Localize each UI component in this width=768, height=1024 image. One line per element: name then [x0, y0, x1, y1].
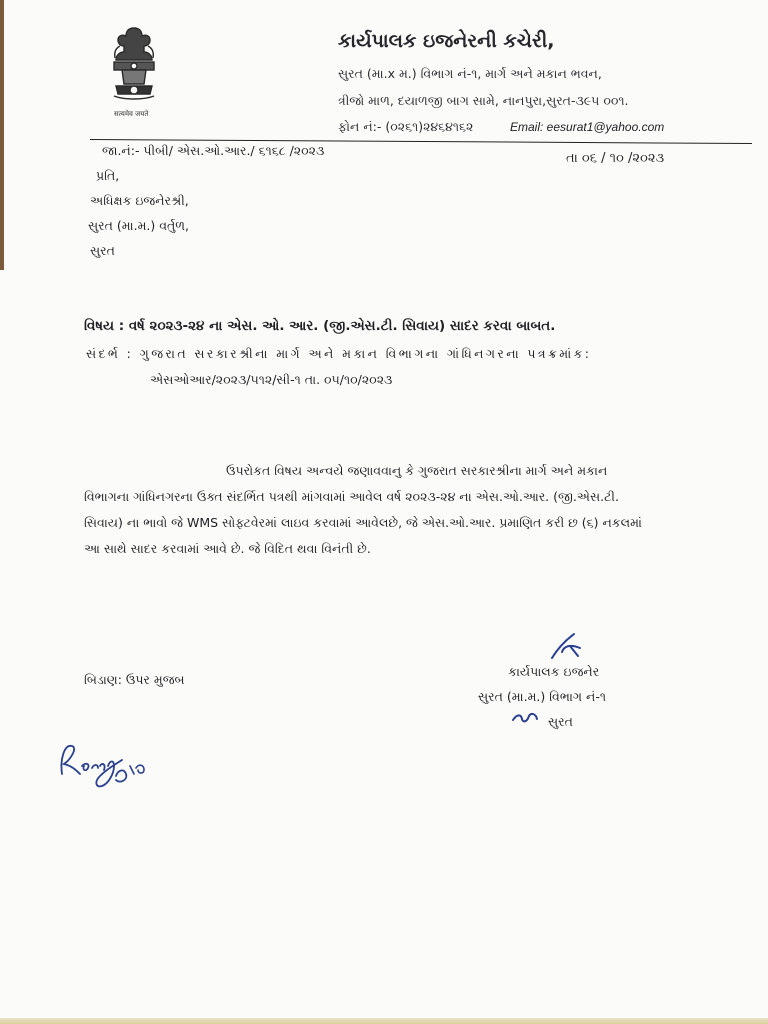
recipient-line-2: અધિક્ષક ઇજનેરશ્રી, [90, 193, 189, 208]
body-line-1: ઉપરોકત વિષય અન્વયે જણાવવાનુ કે ગુજરાત સરકારશ્રીના માર્ગ અને મકાન [226, 463, 608, 478]
scan-edge-bottom [0, 1018, 768, 1024]
address-line-1: સુરત (મા.x મ.) વિભાગ નં-૧, માર્ગ અને મકાન ભવન, [338, 66, 602, 81]
recipient-line-3: સુરત (મા.મ.) વર્તુળ, [88, 218, 190, 233]
scan-edge-left [0, 0, 4, 270]
signatory-title: કાર્યપાલક ઇજનેર [508, 664, 600, 679]
subject-line: વિષય : વર્ષ ૨૦૨૩-૨૪ ના એસ. ઓ. આર. (જી.એસ.ટી. સિવાય) સાદર કરવા બાબત. [84, 318, 556, 334]
signature-mark-icon [540, 630, 590, 664]
body-line-3: સિવાય) ના ભાવો જે WMS સોફ્ટવેરમાં લાઇવ કરવામાં આવેલછે, જે એસ.ઓ.આર. પ્રમાણિત કરી છ (૬) નકલમાં [84, 515, 642, 530]
letter-date: તા ૦૬ / ૧૦ /૨૦૨૩ [566, 151, 665, 166]
recipient-line-4: સુરત [90, 243, 115, 258]
body-line-4: આ સાથે સાદર કરવામાં આવે છે. જે વિદિત થવા વિનંતી છે. [84, 541, 371, 556]
receipt-signature-icon [56, 730, 166, 792]
signatory-city: સુરત [548, 714, 573, 729]
address-line-2: ત્રીજો માળ, દયાળજી બાગ સામે, નાનપુરા,સુરત-૩૯૫ ૦૦૧. [338, 93, 629, 108]
reference-note-line-2: એસઓઆર/૨૦૨૩/૫૧૨/સી-૧ તા. ૦૫/૧૦/૨૦૨૩ [150, 372, 393, 387]
recipient-line-1: પ્રતિ, [96, 168, 120, 183]
emblem-motto: सत्यमेव जयते [114, 110, 149, 118]
reference-note-line-1: સંદર્ભ : ગુજરાત સરકારશ્રીના માર્ગ અને મકાન વિભાગના ગાંધિનગરના પત્રક્રમાંક: [86, 346, 592, 361]
body-line-2: વિભાગના ગાંધિનગરના ઉક્ત સંદર્ભિત પત્રથી માંગવામાં આવેલ વર્ષ ૨૦૨૩-૨૪ ના એસ.ઓ.આર. (જી.એસ.ટી. [84, 489, 619, 504]
initials-mark-icon [510, 710, 540, 726]
signatory-division: સુરત (મા.મ.) વિભાગ નં-૧ [478, 689, 606, 704]
office-title: કાર્યપાલક ઇજનેરની કચેરી, [338, 30, 555, 52]
reference-number: જા.નં:- પીબી/ એસ.ઓ.આર./ ૬૧૬૮ /૨૦૨૩ [102, 143, 325, 158]
email-address: Email: eesurat1@yahoo.com [510, 120, 665, 134]
ashoka-emblem-icon [104, 22, 164, 110]
phone-number: ફોન નં:- (૦૨૬૧)૨૪૬૪૧૬૨ [338, 119, 474, 134]
enclosure-note: બિડાણ: ઉપર મુજબ [84, 672, 185, 687]
